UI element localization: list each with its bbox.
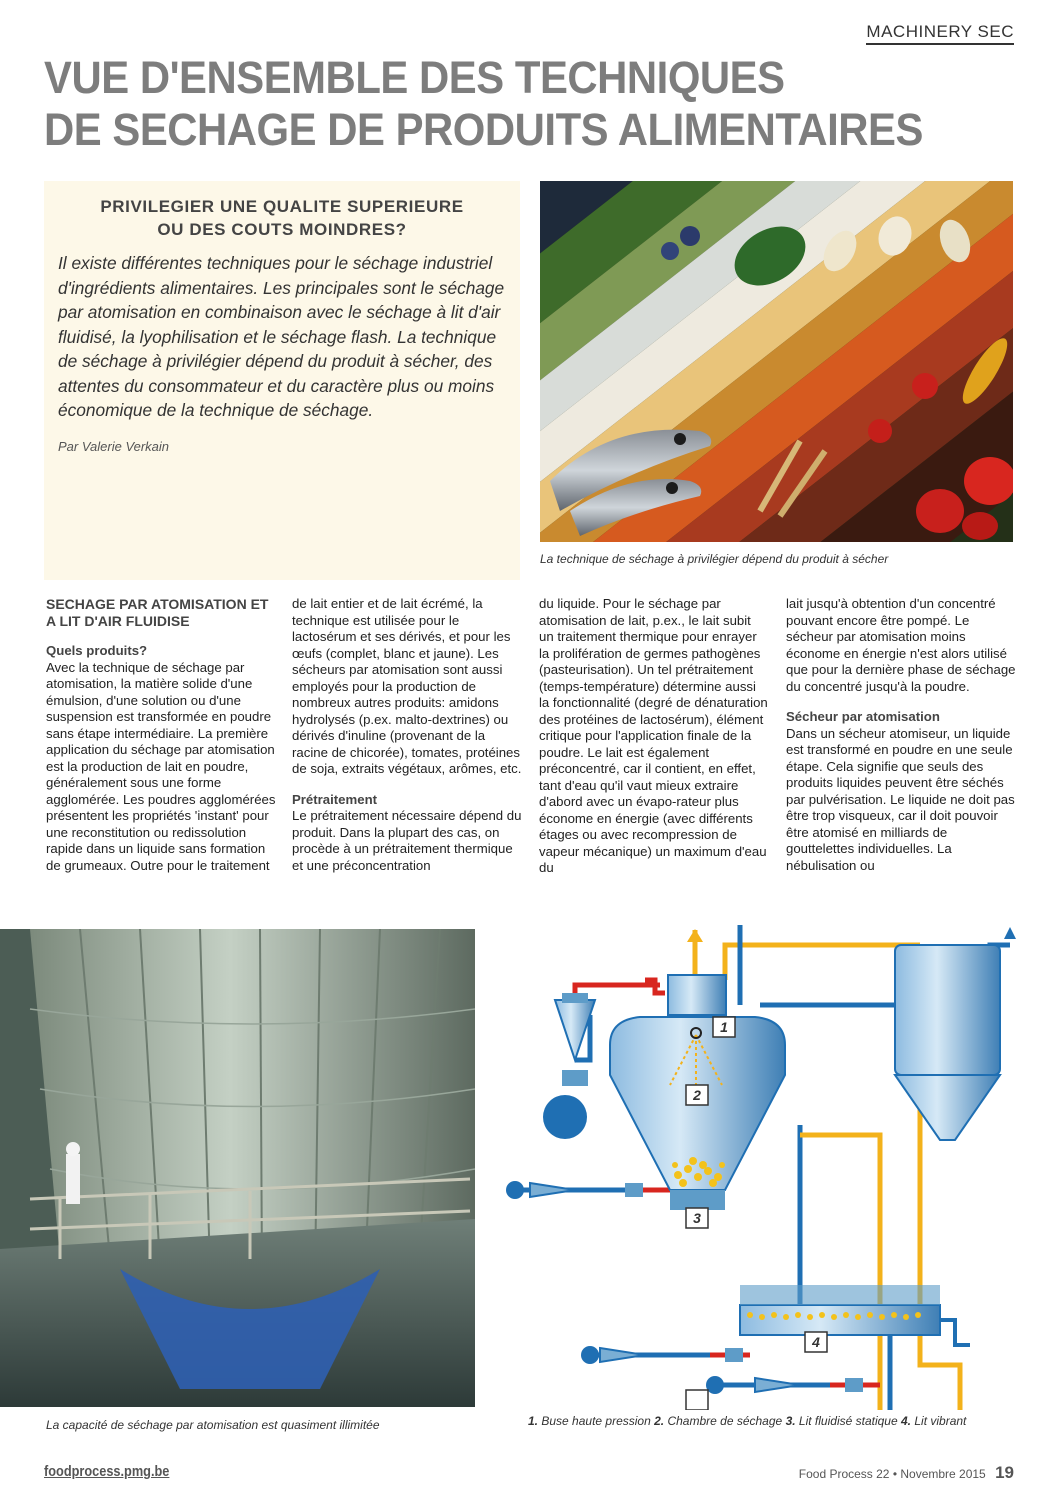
article-title [44,52,955,156]
footer-issue-info [799,1463,1014,1483]
spray-dryer-process-diagram [500,925,1035,1410]
section-tag: MACHINERY SEC [866,22,1014,45]
intro-heading-line-1: PRIVILEGIER UNE QUALITE SUPERIEURE [100,197,464,216]
photo-caption-top: La technique de séchage à privilégier dépend du produit à sécher [540,552,889,566]
page-number: 19 [995,1463,1014,1482]
footer-website-link[interactable]: foodprocess.pmg.be [44,1463,170,1480]
legend-4-text: Lit vibrant [914,1414,967,1428]
intro-box [44,181,520,580]
legend-3-number: 3. [785,1414,796,1428]
legend-1-text: Buse haute pression [541,1414,651,1428]
legend-2-text: Chambre de séchage [667,1414,783,1428]
photo-caption-bottom: La capacité de séchage par atomisation est quasiment illimitée [46,1418,380,1432]
diagram-label-2: 2 [693,1087,701,1103]
column-3-text: du liquide. Pour le séchage par atomisation de lait, p.ex., le lait subit un traitement thermique pour enrayer la prolifération de germes pathogènes (pasteurisation). Un tel prétraitement (temps-température) détermine aussi la fonctionnalité (degré de dénaturation des protéines de lactosérum), élément critique pour l'application finale de la poudre. Le lait est également préconcentré, car il contient, en effet, tant d'eau qu'il vaut mieux extraire d'abord avec un évapo-rateur plus économe en énergie (avec différents étages ou avec recompression de vapeur mécanique) un maximum d'eau du [539,596,768,875]
column-4-text-2: Dans un sécheur atomiseur, un liquide est transformé en poudre en une seule étape. Cela signifie que seuls des produits liquides peuvent être séchés par pulvérisation. Le liquide ne doit pas être trop visqueux, car il doit pouvoir être atomisé en milliards de gouttelettes individuelles. La nébulisation ou [786,725,1015,873]
legend-1-number: 1. [528,1414,539,1428]
diagram-legend [528,1414,966,1428]
diagram-label-3: 3 [693,1210,701,1226]
subheading-secheur: Sécheur par atomisation [786,709,940,724]
subheading-pretraitement: Prétraitement [292,791,378,807]
food-ingredients-photo [540,181,1013,542]
byline: Par Valerie Verkain [58,438,170,454]
diagram-label-4: 4 [812,1334,820,1350]
legend-4-number: 4. [901,1414,912,1428]
diagram-label-1: 1 [720,1019,728,1035]
spray-dryer-plant-illustration [0,929,475,1407]
food-ingredients-illustration [540,181,1013,542]
intro-text: Il existe différentes techniques pour le séchage industriel d'ingrédients alimentaires. Les principales sont le séchage par atomisation en combinaison avec le séchage à lit d'air fluidisé, la lyophilisation et le séchage flash. La technique de séchage à privilégier dépend du produit à sécher, des attentes du consommateur et du caractère plus ou moins économique de la technique de séchage. [58,253,505,420]
column-2-text-2: Le prétraitement nécessaire dépend du produit. Dans la plupart des cas, on procède à un prétraitement thermique et une préconcentration [292,808,522,873]
text-column-3 [539,596,769,916]
title-line-2: DE SECHAGE DE PRODUITS ALIMENTAIRES [44,104,923,155]
intro-heading [58,195,506,241]
column-2-text: de lait entier et de lait écrémé, la technique est utilisée pour le lactosérum et ses dérivés, et pour les œufs (complet, blanc et jaune). Les sécheurs par atomisation sont aussi employés pour la production de nombreux autres produits: amidons hydrolysés (p.ex. malto-dextrines) ou dérivés d'inuline (provenant de la racine de chicorée), tomates, protéines de soja, extraits végétaux, arômes, etc. [292,596,522,776]
text-column-4 [786,596,1016,916]
legend-3-text: Lit fluidisé statique [798,1414,898,1428]
process-flow-diagram [500,925,1035,1410]
column-4-text: lait jusqu'à obtention d'un concentré pouvant encore être pompé. Le sécheur par atomisation moins économe en énergie n'est alors utilisé que pour la dernière phase de séchage du concentré jusqu'à la poudre. [786,596,1016,694]
legend-2-number: 2. [654,1414,665,1428]
text-column-2 [292,596,522,916]
subheading-quels-produits: Quels produits? [46,643,148,658]
footer-issue: Food Process 22 • Novembre 2015 [798,1467,986,1481]
text-column-1 [46,596,276,916]
column-1-text: Avec la technique de séchage par atomisation, la matière solide d'une émulsion, d'une solution ou d'une suspension est transformée en poudre sans étape intermédiaire. La première application du séchage par atomisation est la production de lait en poudre, généralement sous une forme agglomérée. Les poudres agglomérées présentent les propriétés 'instant' pour une reconstitution ou redissolution rapide dans un liquide sans formation de grumeaux. Outre pour le traitement [46,659,276,873]
spray-dryer-plant-photo [0,929,475,1407]
title-line-1: VUE D'ENSEMBLE DES TECHNIQUES [44,52,785,103]
section-heading-atomisation: SECHAGE PAR ATOMISATION ET A LIT D'AIR FLUIDISE [46,596,269,629]
intro-heading-line-2: OU DES COUTS MOINDRES? [157,220,407,239]
